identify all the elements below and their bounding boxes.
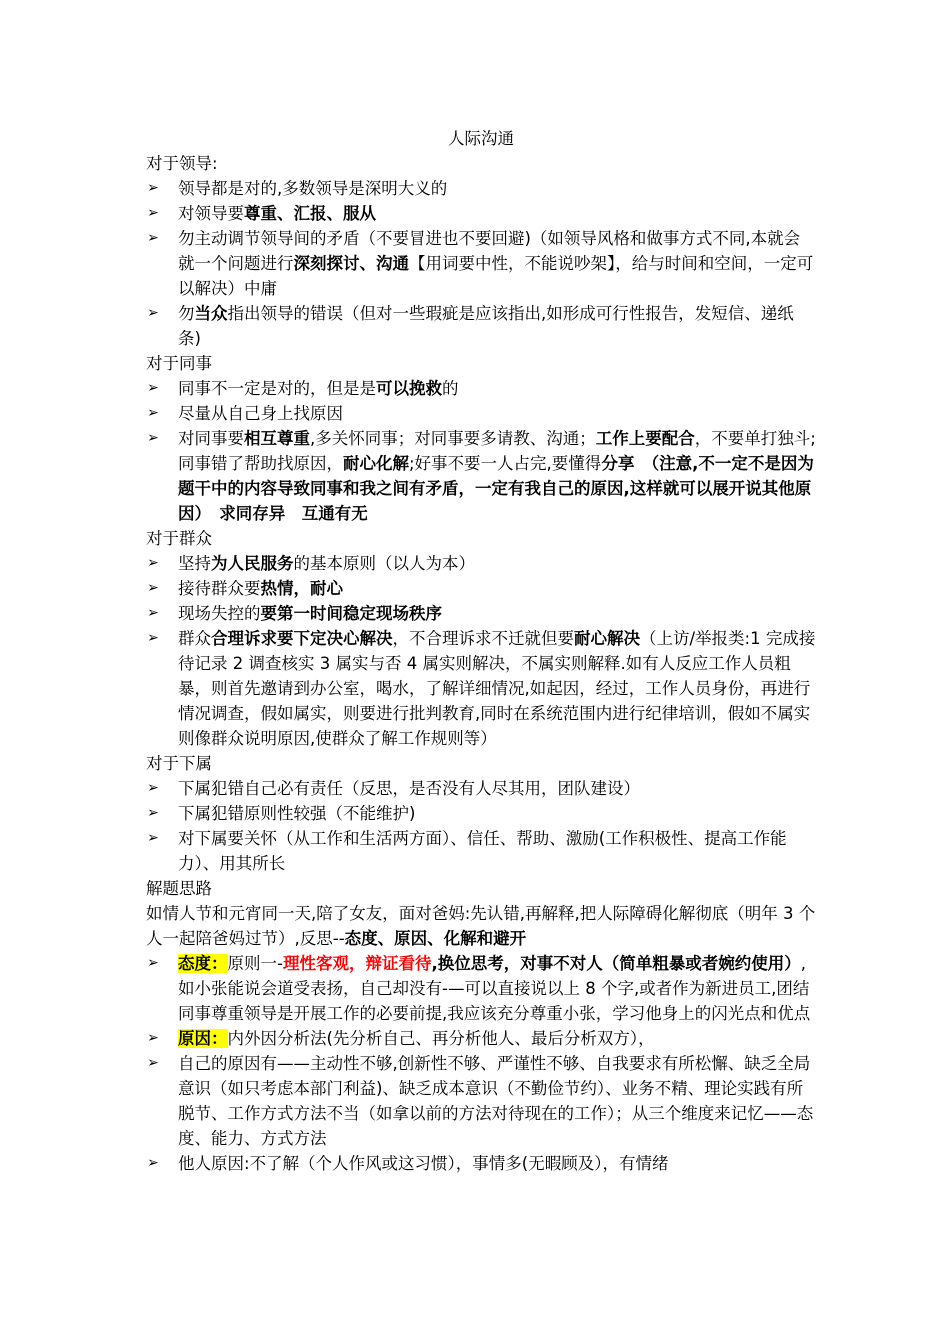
list-item [146, 201, 816, 226]
emphasis-text: 相互尊重 [244, 429, 310, 448]
list-item [146, 176, 816, 201]
section-heading: 对于领导: [146, 154, 218, 173]
text-run: 他人原因:不了解（个人作风或这习惯），事情多(无暇顾及），有情绪 [178, 1154, 669, 1173]
emphasis-text: 可以挽救 [376, 379, 442, 398]
list-item [146, 426, 816, 526]
text-run: 自己的原因有——主动性不够,创新性不够、严谨性不够、自我要求有所松懈、缺乏全局意识（如只考虑本部门利益)、缺乏成本意识（不勤俭节约）、业务不精、理论实践有所脱节、工作方式方法不当（如拿以前的方法对待现在的工作）；从三个维度来记忆——态度、能力、方式方法 [178, 1054, 814, 1148]
emphasis-text: 热情，耐心 [260, 579, 343, 598]
emphasis-text: 耐心化解 [343, 454, 409, 473]
list-item [146, 776, 816, 801]
arrow-bullet-icon: ➢ [147, 430, 159, 446]
text-run: （上访/举报类:1 完成接待记录 2 调查核实 3 属实与否 4 属实则解决，不属实则解释.如有人反应工作人员粗暴，则首先邀请到办公室，喝水，了解详细情况,如起因，经过，工作人员身份，再进行情况调查，假如属实，则要进行批判教育,同时在系统范围内进行纪律培训，假如不属实则像群众说明原因,使群众了解工作规则等） [178, 629, 816, 748]
emphasis-text: 耐心解决 [574, 629, 640, 648]
text-run: 如情人节和元宵同一天,陪了女友，面对爸妈:先认错,再解释,把人际障碍化解彻底（明年 3 个人一起陪爸妈过节）,反思-- [146, 904, 816, 948]
text-run: 同事不一定是对的，但是是 [178, 379, 376, 398]
text-run: 现场失控的 [178, 604, 261, 623]
list-item [146, 401, 816, 426]
emphasis-text: 态度： [178, 954, 228, 973]
section-heading: 对于下属 [146, 754, 212, 773]
text-run: ,如小张能说会道受表扬，自己却没有-—可以直接说以上 8 个字,或者作为新进员工,团结同事尊重领导是开展工作的必要前提,我应该充分尊重小张，学习他身上的闪光点和优点 [178, 954, 811, 1023]
list-item [146, 826, 816, 876]
emphasis-text: ,换位思考，对事不对人（简单粗暴或者婉约使用） [431, 954, 801, 973]
emphasis-text: 分享 （注意,不一定不是因为题干中的内容导致同事和我之间有矛盾，一定有我自己的原因,这样就可以展开说其他原因） 求同存异 互通有无 [178, 454, 814, 523]
text-run: 【用词要中性，不能说吵架】，给与时间和空间，一定可以解决）中庸 [178, 254, 814, 298]
arrow-bullet-icon: ➢ [147, 780, 159, 796]
paragraph [146, 901, 816, 951]
text-run: 群众 [178, 629, 211, 648]
arrow-bullet-icon: ➢ [147, 380, 159, 396]
text-run: 指出领导的错误（但对一些瑕疵是应该指出,如形成可行性报告，发短信、递纸条) [178, 304, 794, 348]
section [146, 526, 816, 751]
arrow-bullet-icon: ➢ [147, 630, 159, 646]
arrow-bullet-icon: ➢ [147, 605, 159, 621]
emphasis-text: 尊重、汇报、服从 [244, 204, 376, 223]
list-item [146, 801, 816, 826]
list-item [146, 1026, 816, 1051]
document-title: 人际沟通 [448, 129, 514, 148]
text-run: 对同事要 [178, 429, 244, 448]
text-run: 的 [442, 379, 459, 398]
list-item [146, 626, 816, 751]
text-run: ;好事不要一人占完,要懂得 [409, 454, 602, 473]
arrow-bullet-icon: ➢ [147, 1055, 159, 1071]
section [146, 151, 816, 351]
text-run: 下属犯错原则性较强（不能维护) [178, 804, 416, 823]
text-run: ，不合理诉求不迁就但要 [392, 629, 574, 648]
section [146, 351, 816, 526]
text-run: 原则一- [227, 954, 283, 973]
section [146, 876, 816, 1176]
arrow-bullet-icon: ➢ [147, 805, 159, 821]
section-heading: 对于同事 [146, 354, 212, 373]
emphasis-text: 态度、原因、化解和避开 [344, 929, 527, 948]
arrow-bullet-icon: ➢ [147, 580, 159, 596]
list-item [146, 951, 816, 1026]
emphasis-text: 理性客观，辩证看待 [282, 954, 432, 973]
text-run: 勿主动调节领导间的矛盾（不要冒进也不要回避)（如领导风格和做事方式不同,本就会就一个问题进行 [178, 229, 801, 273]
emphasis-text: 原因： [178, 1029, 228, 1048]
emphasis-text: 合理诉求要下定决心解决 [211, 629, 393, 648]
list-item [146, 226, 816, 301]
text-run: 领导都是对的,多数领导是深明大义的 [178, 179, 448, 198]
list-item [146, 301, 816, 351]
list-item [146, 376, 816, 401]
arrow-bullet-icon: ➢ [147, 555, 159, 571]
emphasis-text: 深刻探讨、沟通 [293, 254, 409, 273]
text-run: 的基本原则（以人为本） [293, 554, 475, 573]
emphasis-text: 为人民服务 [211, 554, 294, 573]
arrow-bullet-icon: ➢ [147, 830, 159, 846]
emphasis-text: 工作上要配合 [595, 429, 695, 448]
text-run: 坚持 [178, 554, 211, 573]
arrow-bullet-icon: ➢ [147, 1030, 159, 1046]
text-run: 下属犯错自己必有责任（反思，是否没有人尽其用，团队建设） [178, 779, 640, 798]
document-body [146, 126, 816, 1176]
arrow-bullet-icon: ➢ [147, 180, 159, 196]
arrow-bullet-icon: ➢ [147, 955, 159, 971]
arrow-bullet-icon: ➢ [147, 205, 159, 221]
text-run: ，不要单打独斗;同事错了帮助找原因， [178, 429, 816, 473]
list-item [146, 1051, 816, 1151]
section-heading: 对于群众 [146, 529, 212, 548]
arrow-bullet-icon: ➢ [147, 230, 159, 246]
list-item [146, 576, 816, 601]
list-item [146, 601, 816, 626]
list-item [146, 551, 816, 576]
emphasis-text: 当众 [194, 304, 228, 323]
arrow-bullet-icon: ➢ [147, 1155, 159, 1171]
section [146, 751, 816, 876]
arrow-bullet-icon: ➢ [147, 305, 159, 321]
arrow-bullet-icon: ➢ [147, 405, 159, 421]
text-run: 对领导要 [178, 204, 244, 223]
emphasis-text: 要第一时间稳定现场秩序 [260, 604, 442, 623]
text-run: 内外因分析法(先分析自己、再分析他人、最后分析双方）， [227, 1029, 655, 1048]
section-heading: 解题思路 [146, 879, 212, 898]
text-run: 对下属要关怀（从工作和生活两方面）、信任、帮助、激励(工作积极性、提高工作能力）、用其所长 [178, 829, 787, 873]
text-run: 接待群众要 [178, 579, 261, 598]
text-run: 勿 [178, 304, 195, 323]
text-run: ,多关怀同事；对同事要多请教、沟通； [310, 429, 596, 448]
text-run: 尽量从自己身上找原因 [178, 404, 343, 423]
list-item [146, 1151, 816, 1176]
